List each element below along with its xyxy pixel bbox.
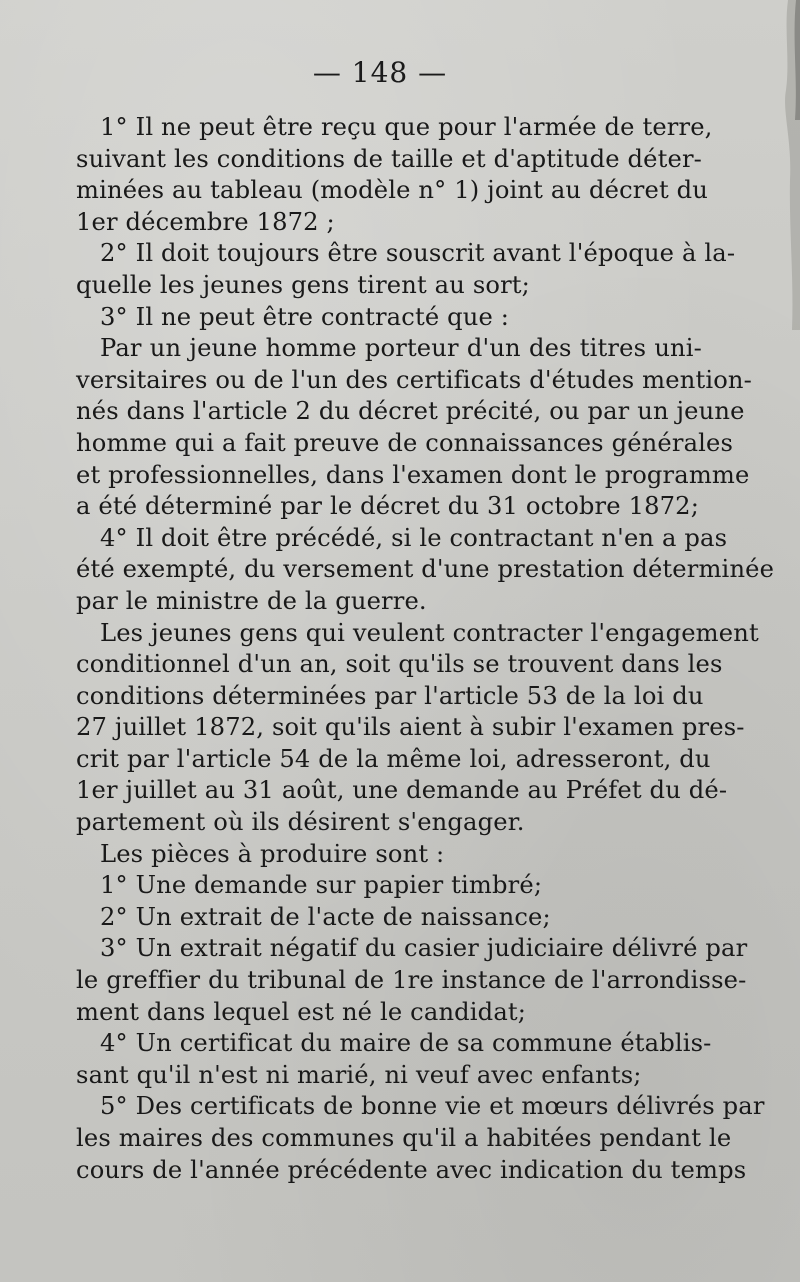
text-line: 3° Un extrait négatif du casier judiciaire délivré par bbox=[100, 934, 748, 963]
page-number: — 148 — bbox=[312, 56, 448, 89]
text-line: 2° Un extrait de l'acte de naissance; bbox=[100, 902, 551, 931]
text-line: par le ministre de la guerre. bbox=[76, 586, 427, 615]
text-line: nés dans l'article 2 du décret précité, ou par un jeune bbox=[76, 397, 745, 426]
text-line: crit par l'article 54 de la même loi, adresseront, du bbox=[76, 744, 711, 773]
text-line: Les jeunes gens qui veulent contracter l'engagement bbox=[100, 618, 759, 647]
text-line: homme qui a fait preuve de connaissances générales bbox=[76, 428, 734, 457]
text-line: suivant les conditions de taille et d'aptitude déter- bbox=[76, 144, 702, 173]
text-line: sant qu'il n'est ni marié, ni veuf avec enfants; bbox=[76, 1060, 642, 1089]
text-line: 4° Il doit être précédé, si le contractant n'en a pas bbox=[100, 523, 728, 552]
text-line: 1er juillet au 31 août, une demande au Préfet du dé- bbox=[76, 776, 728, 805]
text-line: cours de l'année précédente avec indication du temps bbox=[76, 1155, 747, 1184]
text-line: et professionnelles, dans l'examen dont le programme bbox=[76, 460, 750, 489]
text-line: Par un jeune homme porteur d'un des titres uni- bbox=[100, 334, 702, 363]
text-line: 4° Un certificat du maire de sa commune établis- bbox=[100, 1029, 712, 1058]
text-line: été exempté, du versement d'une prestation déterminée bbox=[76, 555, 775, 584]
text-line: 1° Une demande sur papier timbré; bbox=[100, 871, 543, 900]
text-line: a été déterminé par le décret du 31 octobre 1872; bbox=[76, 492, 700, 521]
text-line: 1er décembre 1872 ; bbox=[76, 207, 335, 236]
text-line: 27 juillet 1872, soit qu'ils aient à subir l'examen pres- bbox=[76, 713, 745, 742]
text-line: quelle les jeunes gens tirent au sort; bbox=[76, 270, 530, 299]
text-line: Les pièces à produire sont : bbox=[100, 839, 445, 868]
text-line: 2° Il doit toujours être souscrit avant l'époque à la- bbox=[100, 239, 736, 268]
text-line: conditions déterminées par l'article 53 de la loi du bbox=[76, 681, 704, 710]
text-line: versitaires ou de l'un des certificats d'études mention- bbox=[76, 365, 752, 394]
text-line: partement où ils désirent s'engager. bbox=[76, 808, 525, 837]
text-line: minées au tableau (modèle n° 1) joint au décret du bbox=[76, 176, 709, 205]
text-line: les maires des communes qu'il a habitées pendant le bbox=[76, 1124, 732, 1152]
text-line: le greffier du tribunal de 1re instance de l'arrondisse- bbox=[76, 966, 747, 995]
body-text bbox=[76, 112, 775, 1186]
text-line: ment dans lequel est né le candidat; bbox=[76, 997, 527, 1026]
text-line: 5° Des certificats de bonne vie et mœurs délivrés par bbox=[100, 1092, 765, 1121]
text-line: 3° Il ne peut être contracté que : bbox=[100, 302, 510, 331]
text-line: conditionnel d'un an, soit qu'ils se trouvent dans les bbox=[76, 650, 723, 679]
text-line: 1° Il ne peut être reçu que pour l'armée de terre, bbox=[100, 113, 713, 141]
